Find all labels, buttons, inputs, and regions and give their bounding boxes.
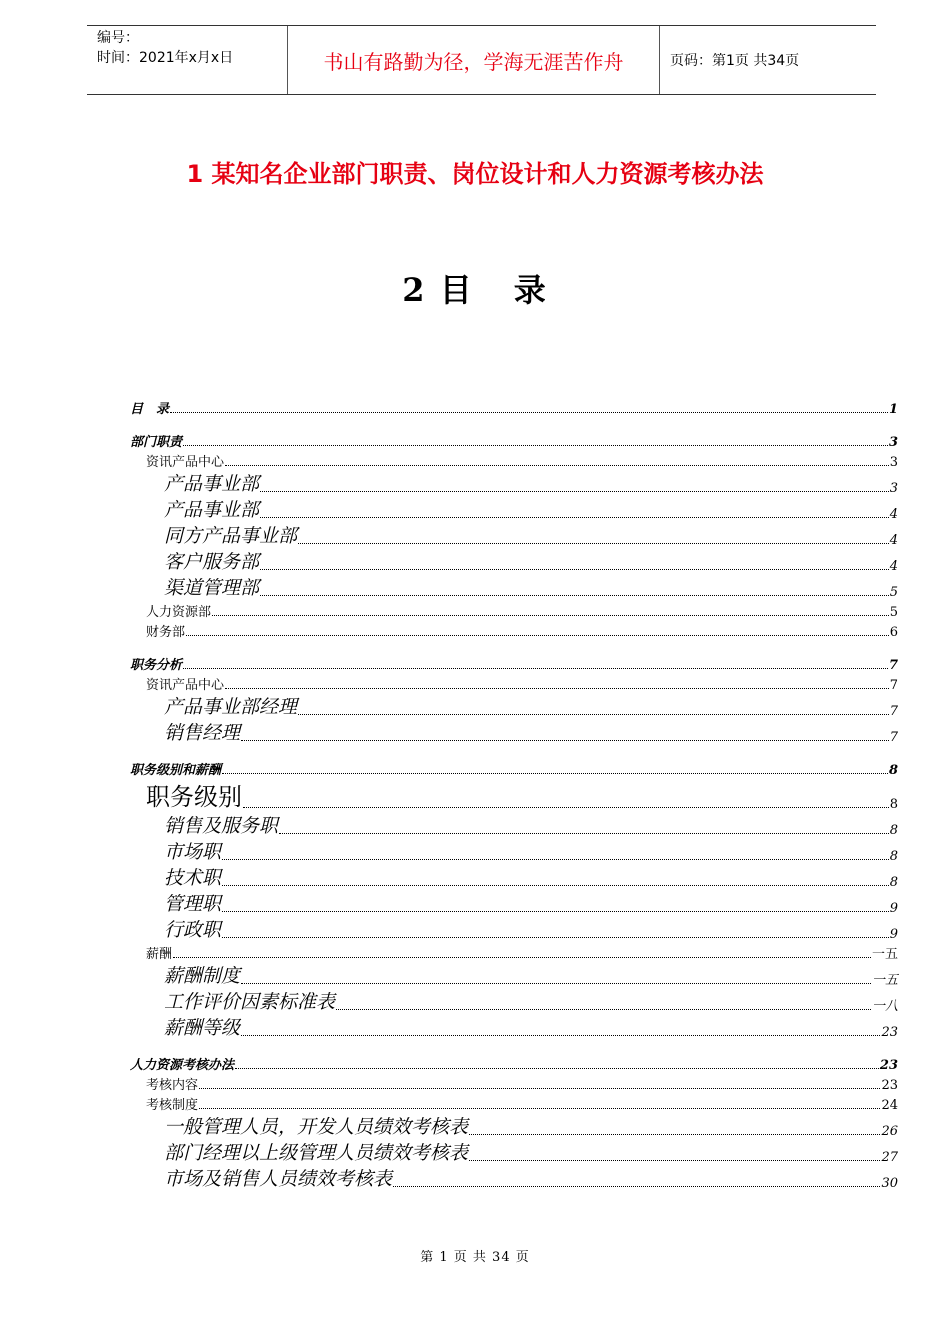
toc-entry-page: 7	[889, 678, 898, 693]
toc-entry[interactable]	[130, 673, 898, 693]
toc-leader-dots	[222, 936, 889, 938]
toc-entry-title: 人力资源考核办法	[130, 1058, 235, 1073]
toc-entry[interactable]	[130, 838, 898, 864]
toc-entry[interactable]	[130, 916, 898, 942]
toc-leader-dots	[183, 667, 888, 669]
toc-entry-page: 6	[889, 625, 898, 640]
toc-entry-title: 客户服务部	[164, 551, 260, 573]
toc-entry-title: 财务部	[146, 625, 186, 640]
toc-entry-page: 7	[889, 704, 898, 719]
toc-entry-page: 7	[888, 658, 898, 673]
toc-heading	[0, 265, 950, 311]
header-number-label: 编号：	[97, 30, 139, 46]
toc-leader-dots	[260, 568, 889, 570]
toc-entry[interactable]	[130, 1046, 898, 1073]
toc-entry-title: 人力资源部	[146, 605, 212, 620]
toc-entry-page: 8	[889, 849, 898, 864]
toc-entry[interactable]	[130, 1073, 898, 1093]
toc-leader-dots	[241, 982, 871, 984]
toc-entry-page: 3	[889, 481, 898, 496]
toc-entry[interactable]	[130, 778, 898, 812]
toc-entry[interactable]	[130, 646, 898, 673]
toc-heading-char-2: 录	[513, 271, 548, 309]
toc-leader-dots	[279, 832, 889, 834]
toc-entry-title: 职务分析	[130, 658, 183, 673]
toc-entry[interactable]	[130, 693, 898, 719]
toc-entry-title: 目 录	[130, 402, 170, 417]
toc-leader-dots	[173, 956, 871, 958]
toc-entry-title: 考核制度	[146, 1098, 199, 1113]
toc-leader-dots	[298, 542, 889, 544]
toc-entry-title: 薪酬制度	[164, 965, 241, 987]
toc-entry-title: 资讯产品中心	[146, 678, 225, 693]
toc-entry[interactable]	[130, 1093, 898, 1113]
toc-entry-title: 销售及服务职	[164, 815, 279, 837]
toc-entry-page: 8	[888, 763, 898, 778]
toc-entry[interactable]	[130, 751, 898, 778]
toc-leader-dots	[186, 634, 889, 636]
toc-entry[interactable]	[130, 1139, 898, 1165]
toc-heading-char-1: 目	[439, 271, 474, 309]
header-page-info: 页码：第1页 共34页	[670, 53, 800, 69]
toc-entry[interactable]	[130, 812, 898, 838]
toc-entry-title: 资讯产品中心	[146, 455, 225, 470]
toc-leader-dots	[222, 910, 889, 912]
toc-entry[interactable]	[130, 548, 898, 574]
toc-entry-title: 考核内容	[146, 1078, 199, 1093]
toc-leader-dots	[212, 614, 889, 616]
toc-entry-page: 9	[889, 927, 898, 942]
toc-entry-page: 7	[889, 730, 898, 745]
toc-leader-dots	[243, 806, 889, 808]
toc-leader-dots	[393, 1185, 880, 1187]
page-header	[87, 25, 876, 95]
toc-entry-title: 一般管理人员，开发人员绩效考核表	[164, 1116, 469, 1138]
toc-entry[interactable]	[130, 988, 898, 1014]
toc-entry[interactable]	[130, 470, 898, 496]
toc-entry[interactable]	[130, 496, 898, 522]
toc-leader-dots	[199, 1087, 880, 1089]
toc-entry-page: 4	[889, 559, 898, 574]
toc-entry-title: 技术职	[164, 867, 222, 889]
toc-leader-dots	[183, 444, 888, 446]
toc-entry-page: 一五	[871, 947, 898, 962]
toc-entry-page: 8	[889, 875, 898, 890]
toc-entry[interactable]	[130, 620, 898, 640]
toc-entry[interactable]	[130, 450, 898, 470]
toc-entry-title: 职务级别	[146, 783, 242, 811]
toc-entry-page: 4	[889, 507, 898, 522]
toc-entry-page: 1	[888, 402, 898, 417]
toc-leader-dots	[260, 490, 889, 492]
toc-entry[interactable]	[130, 600, 898, 620]
toc-entry[interactable]	[130, 423, 898, 450]
toc-entry[interactable]	[130, 574, 898, 600]
toc-entry-title: 渠道管理部	[164, 577, 260, 599]
document-title: 1 某知名企业部门职责、岗位设计和人力资源考核办法	[186, 160, 764, 188]
toc-entry[interactable]	[130, 719, 898, 745]
toc-entry-page: 27	[881, 1150, 898, 1165]
toc-entry-title: 同方产品事业部	[164, 525, 298, 547]
toc-entry-page: 5	[889, 585, 898, 600]
toc-heading-number: 2	[402, 271, 427, 309]
toc-entry-page: 30	[881, 1176, 898, 1191]
toc-entry[interactable]	[130, 942, 898, 962]
toc-entry-page: 一五	[871, 973, 898, 988]
toc-leader-dots	[222, 858, 889, 860]
header-time-label: 时间：2021年x月x日	[97, 50, 234, 66]
toc-leader-dots	[298, 713, 889, 715]
toc-entry-title: 工作评价因素标准表	[164, 991, 336, 1013]
header-motto: 书山有路勤为径，学海无涯苦作舟	[288, 26, 660, 94]
toc-leader-dots	[241, 739, 889, 741]
toc-entry[interactable]	[130, 1014, 898, 1040]
toc-entry-page: 3	[888, 435, 898, 450]
toc-entry-title: 薪酬等级	[164, 1017, 241, 1039]
toc-entry-title: 产品事业部经理	[164, 696, 298, 718]
toc-entry-page: 23	[881, 1025, 898, 1040]
toc-leader-dots	[260, 594, 889, 596]
toc-entry[interactable]	[130, 890, 898, 916]
toc-entry-title: 部门职责	[130, 435, 183, 450]
toc-entry-page: 4	[889, 533, 898, 548]
toc-entry-page: 3	[889, 455, 898, 470]
toc-leader-dots	[199, 1107, 880, 1109]
toc-leader-dots	[336, 1008, 871, 1010]
toc-entry-page: 一八	[871, 999, 898, 1014]
toc-entry-page: 23	[879, 1058, 898, 1073]
table-of-contents	[130, 390, 898, 1191]
toc-entry-title: 行政职	[164, 919, 222, 941]
toc-entry-title: 职务级别和薪酬	[130, 763, 222, 778]
toc-leader-dots	[225, 464, 889, 466]
toc-leader-dots	[225, 687, 889, 689]
toc-entry-title: 产品事业部	[164, 473, 260, 495]
toc-entry[interactable]	[130, 962, 898, 988]
toc-entry-page: 5	[889, 605, 898, 620]
toc-leader-dots	[222, 884, 889, 886]
toc-leader-dots	[235, 1067, 879, 1069]
toc-entry-page: 8	[889, 797, 898, 812]
toc-entry[interactable]	[130, 522, 898, 548]
page-footer: 第 1 页 共 34 页	[420, 1250, 530, 1265]
toc-entry[interactable]	[130, 1165, 898, 1191]
toc-entry-title: 市场职	[164, 841, 222, 863]
toc-entry-page: 24	[881, 1098, 898, 1113]
toc-entry-title: 销售经理	[164, 722, 241, 744]
toc-entry-title: 产品事业部	[164, 499, 260, 521]
toc-entry[interactable]	[130, 1113, 898, 1139]
toc-leader-dots	[222, 772, 888, 774]
toc-leader-dots	[170, 411, 888, 413]
toc-leader-dots	[241, 1034, 880, 1036]
header-meta	[87, 26, 288, 94]
toc-entry-page: 26	[881, 1124, 898, 1139]
toc-entry[interactable]	[130, 390, 898, 417]
toc-entry-page: 9	[889, 901, 898, 916]
toc-entry-title: 管理职	[164, 893, 222, 915]
toc-entry-title: 部门经理以上级管理人员绩效考核表	[164, 1142, 469, 1164]
toc-entry-page: 8	[889, 823, 898, 838]
toc-entry-title: 市场及销售人员绩效考核表	[164, 1168, 393, 1190]
toc-entry[interactable]	[130, 864, 898, 890]
toc-leader-dots	[469, 1159, 880, 1161]
toc-entry-page: 23	[881, 1078, 898, 1093]
toc-leader-dots	[260, 516, 889, 518]
toc-leader-dots	[469, 1133, 880, 1135]
toc-entry-title: 薪酬	[146, 947, 173, 962]
